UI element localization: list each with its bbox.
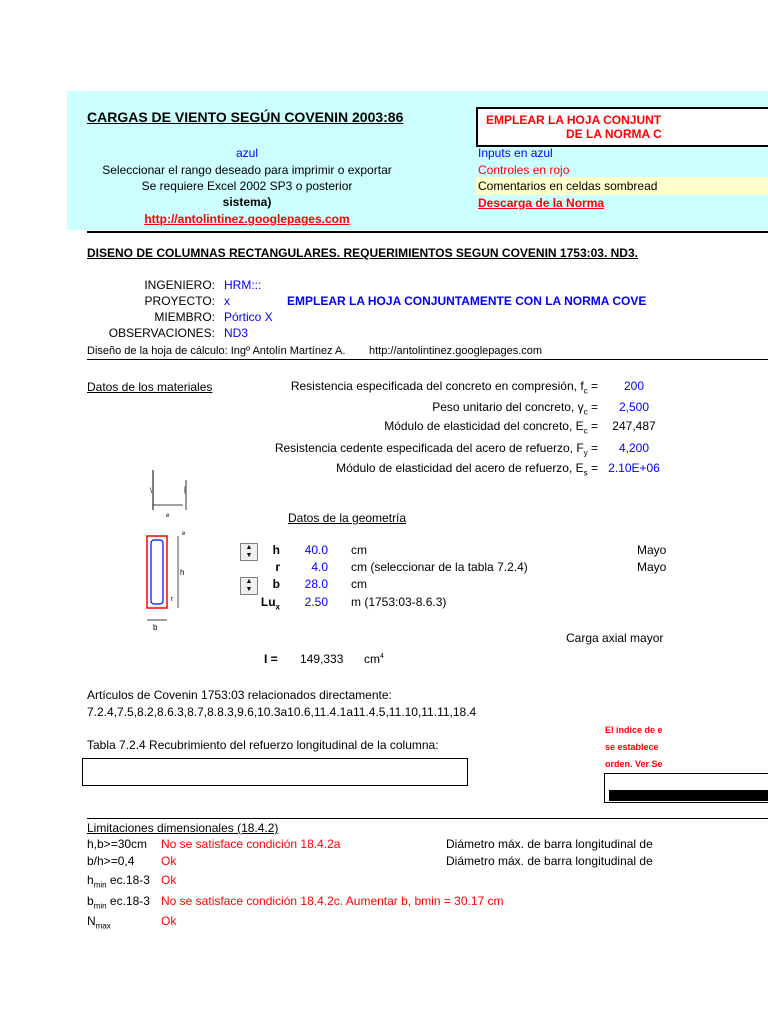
cover-selector[interactable] — [82, 758, 468, 786]
limit-label-sub: min — [93, 901, 107, 911]
material-value[interactable]: 200 — [623, 379, 645, 393]
title-top-rule — [87, 231, 768, 233]
limit-label-text: h,b>=30cm — [87, 837, 148, 851]
ingeniero-label: INGENIERO: — [144, 278, 215, 292]
material-label — [384, 419, 598, 435]
proyecto-label: PROYECTO: — [144, 294, 215, 308]
limit-label-text: N — [87, 914, 96, 928]
table-724-label: Tabla 7.2.4 Recubrimiento del refuerzo longitudinal de la columna: — [87, 738, 439, 752]
inertia-unit-text: cm — [364, 652, 380, 666]
geometry-symbol-text: b — [272, 577, 280, 591]
geometry-value[interactable]: 40.0 — [304, 543, 328, 557]
website-link[interactable]: http://antolintinez.googlepages.com — [144, 212, 350, 226]
geometry-unit: cm (seleccionar de la tabla 7.2.4) — [351, 560, 528, 574]
material-label-sub: c — [583, 426, 588, 436]
svg-text:e: e — [166, 513, 170, 519]
notice-box — [476, 107, 768, 147]
limit-label-suffix: ec.18-3 — [106, 894, 150, 908]
limit-label-suffix: ec.18-3 — [106, 873, 150, 887]
geometry-symbol — [256, 595, 280, 611]
material-label-text: Peso unitario del concreto, γ — [432, 400, 584, 414]
h-spinner[interactable]: ▲ ▼ — [240, 543, 258, 561]
inertia-unit-exponent: 4 — [380, 653, 384, 660]
credit-text: Diseño de la hoja de cálculo: Ingº Antolín Martínez A. — [87, 345, 346, 357]
side-note-line3: orden. Ver Se — [605, 759, 663, 769]
notice-line1: EMPLEAR LA HOJA CONJUNT — [486, 113, 662, 127]
geometry-symbol-sub: x — [275, 602, 280, 612]
geometry-symbol-text: h — [272, 543, 280, 557]
svg-text:r: r — [171, 596, 174, 603]
inertia-label: I = — [264, 652, 278, 666]
limit-label — [87, 894, 150, 910]
inertia-value: 149,333 — [300, 652, 344, 666]
proyecto-value[interactable]: x — [224, 294, 230, 308]
design-title: DISENO DE COLUMNAS RECTANGULARES. REQUERIMIENTOS SEGUN COVENIN 1753:03. ND3. — [87, 246, 638, 260]
download-link[interactable]: Descarga de la Norma — [478, 196, 605, 210]
axial-note: Carga axial mayor — [566, 631, 664, 645]
geometry-note: Mayo — [637, 560, 667, 574]
material-label-text: Resistencia cedente especificada del acero de refuerzo, F — [274, 441, 584, 455]
geometry-section-label: Datos de la geometría — [288, 511, 407, 525]
material-label-text: Módulo de elasticidad del concreto, E — [384, 419, 584, 433]
limits-right-line1: Diámetro máx. de barra longitudinal de — [446, 837, 653, 851]
observaciones-label: OBSERVACIONES: — [108, 326, 215, 340]
notice-line2: DE LA NORMA C — [566, 127, 662, 141]
geometry-symbol-text: Lu — [260, 595, 276, 609]
requires-text: Se requiere Excel 2002 SP3 o posterior — [141, 179, 353, 193]
material-label-suffix: = — [587, 461, 598, 475]
geometry-unit: m (1753:03-8.6.3) — [351, 595, 447, 609]
svg-text:b: b — [153, 623, 158, 632]
limits-right-line2: Diámetro máx. de barra longitudinal de — [446, 854, 653, 868]
geometry-symbol — [256, 577, 280, 593]
material-value[interactable]: 2,500 — [618, 400, 650, 414]
limit-status: No se satisface condición 18.4.2c. Aumentar b, bmin = 30.17 cm — [161, 894, 504, 908]
material-label — [432, 400, 598, 416]
limit-status: Ok — [161, 873, 177, 887]
material-label-sub: s — [583, 468, 588, 478]
azul-text: azul — [235, 146, 258, 160]
geometry-unit: cm — [351, 577, 367, 591]
geometry-value[interactable]: 28.0 — [304, 577, 328, 591]
geometry-note: Mayo — [637, 543, 667, 557]
material-label-sub: y — [583, 448, 588, 458]
sistema-text: sistema) — [222, 195, 272, 209]
credit-link[interactable]: http://antolintinez.googlepages.com — [369, 345, 543, 357]
limit-label-sub: min — [93, 880, 107, 890]
proyecto-notice: EMPLEAR LA HOJA CONJUNTAMENTE CON LA NORMA COVE — [287, 294, 647, 308]
material-label — [291, 379, 598, 395]
material-value[interactable]: 4,200 — [618, 441, 650, 455]
material-label-sub: c — [583, 407, 588, 417]
side-note-line2: se establece — [605, 742, 659, 752]
svg-text:\: \ — [150, 488, 152, 495]
limit-label-text: h — [87, 873, 94, 887]
limit-label — [87, 914, 111, 930]
geometry-value[interactable]: 4.0 — [311, 560, 328, 574]
geometry-unit: cm — [351, 543, 367, 557]
material-value: 247,487 — [612, 419, 656, 433]
legend-controls: Controles en rojo — [478, 163, 570, 177]
side-note-line1: El índice de e — [605, 725, 663, 735]
limits-top-rule — [87, 818, 768, 819]
material-label-suffix: = — [587, 400, 598, 414]
materials-section-label: Datos de los materiales — [87, 380, 213, 394]
limit-status: Ok — [161, 854, 177, 868]
project-bottom-rule — [87, 359, 768, 360]
geometry-symbol — [256, 560, 280, 576]
material-label-suffix: = — [587, 379, 598, 393]
ingeniero-value[interactable]: HRM::: — [224, 278, 262, 292]
column-section-drawing — [138, 465, 208, 635]
select-range-text: Seleccionar el rango deseado para imprimir o exportar — [102, 163, 392, 177]
b-spinner[interactable]: ▲ ▼ — [240, 577, 258, 595]
legend-comments-cell — [476, 177, 768, 195]
miembro-value[interactable]: Pórtico X — [224, 310, 273, 324]
legend-comments: Comentarios en celdas sombread — [478, 179, 658, 193]
geometry-symbol — [256, 543, 280, 559]
material-label — [275, 441, 598, 457]
limit-label — [87, 854, 134, 870]
limits-heading: Limitaciones dimensionales (18.4.2) — [87, 821, 279, 835]
material-label — [336, 461, 598, 477]
material-label-suffix: = — [587, 419, 598, 433]
svg-text:e: e — [182, 531, 186, 537]
material-label-text: Resistencia especificada del concreto en compresión, f — [290, 379, 584, 393]
material-label-sub: c — [583, 386, 588, 396]
svg-text:h: h — [180, 568, 185, 577]
geometry-symbol-text: r — [275, 560, 280, 574]
material-label-text: Módulo de elasticidad del acero de refuerzo, E — [336, 461, 584, 475]
geometry-value[interactable]: 2.50 — [304, 595, 328, 609]
miembro-label: MIEMBRO: — [154, 310, 215, 324]
limit-label — [87, 837, 147, 853]
articles-list: 7.2.4,7.5,8.2,8.6.3,8.7,8.8.3,9.6,10.3a10.6,11.4.1a11.4.5,11.10,11.11,18.4 — [87, 705, 477, 719]
limit-status: No se satisface condición 18.4.2a — [161, 837, 341, 851]
observaciones-value[interactable]: ND3 — [224, 326, 249, 340]
articles-heading: Artículos de Covenin 1753:03 relacionados directamente: — [87, 688, 392, 702]
material-label-suffix: = — [587, 441, 598, 455]
limit-label — [87, 873, 150, 889]
side-black-bar — [609, 790, 768, 801]
legend-inputs: Inputs en azul — [478, 146, 553, 160]
svg-text:|: | — [184, 487, 186, 494]
limit-label-sub: max — [95, 921, 111, 931]
limit-label-text: b/h>=0,4 — [87, 854, 135, 868]
sheet-title: CARGAS DE VIENTO SEGÚN COVENIN 2003:86 — [87, 109, 404, 125]
material-value[interactable]: 2.10E+06 — [608, 461, 660, 475]
limit-label-text: b — [87, 894, 94, 908]
limit-status: Ok — [161, 914, 177, 928]
inertia-unit — [364, 652, 384, 666]
